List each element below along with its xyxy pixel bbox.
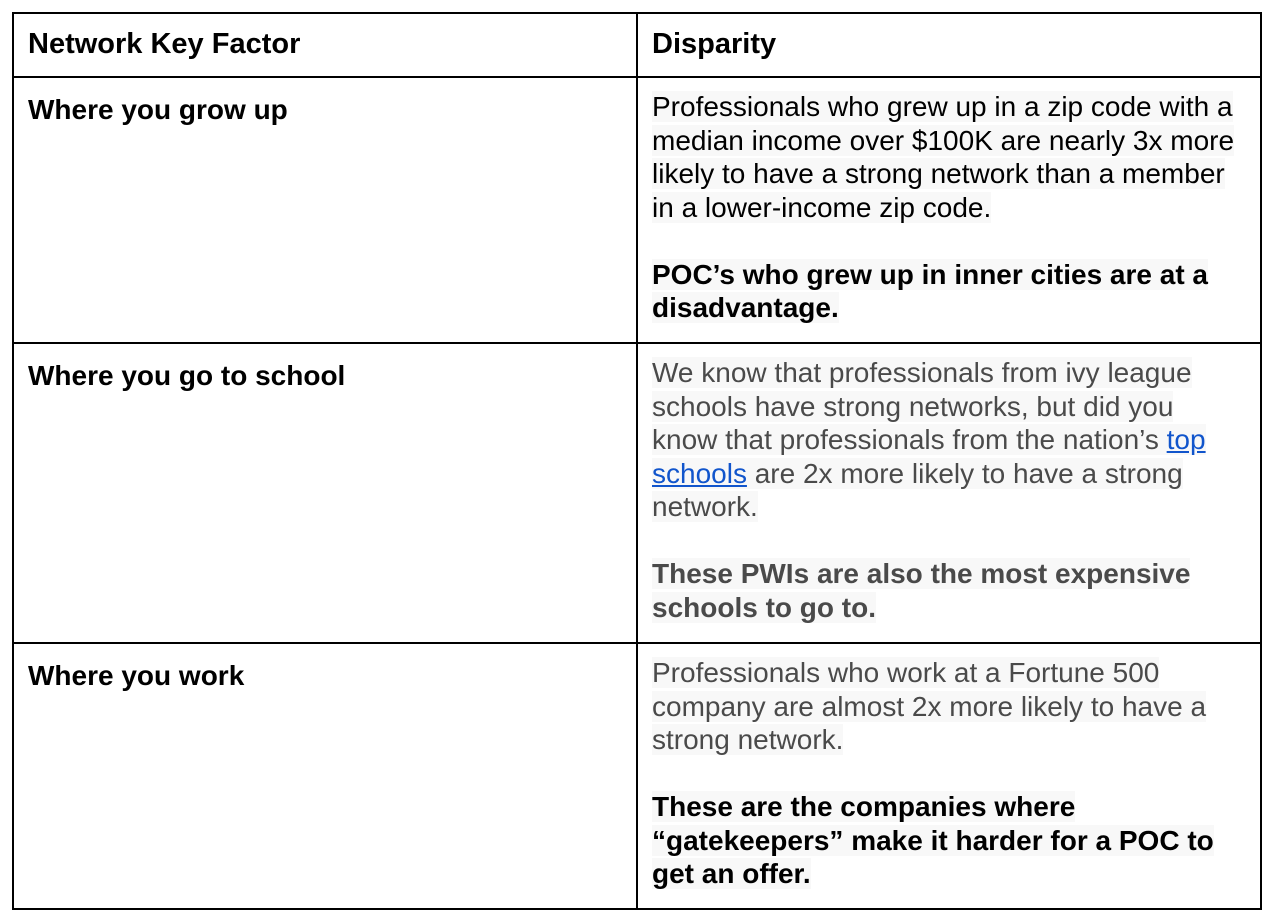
factor-cell: Where you grow up xyxy=(13,77,637,343)
network-disparity-table xyxy=(12,12,1262,910)
disparity-cell xyxy=(637,77,1261,343)
disparity-text xyxy=(652,357,1206,522)
disparity-emphasis: These are the companies where “gatekeepers” make it harder for a POC to get an offer. xyxy=(652,791,1214,889)
table-row xyxy=(13,643,1261,909)
header-network-key-factor: Network Key Factor xyxy=(13,13,637,77)
factor-cell: Where you work xyxy=(13,643,637,909)
disparity-text-after: are 2x more likely to have a strong network. xyxy=(652,457,1183,522)
disparity-emphasis: These PWIs are also the most expensive schools to go to. xyxy=(652,558,1191,623)
disparity-emphasis: POC’s who grew up in inner cities are at a disadvantage. xyxy=(652,258,1208,323)
disparity-text: Professionals who work at a Fortune 500 company are almost 2x more likely to have a strong network. xyxy=(652,657,1207,755)
header-disparity: Disparity xyxy=(637,13,1261,77)
disparity-text: Professionals who grew up in a zip code with a median income over $100K are nearly 3x more likely to have a strong network than a member in a lower-income zip code. xyxy=(652,91,1235,223)
table-header-row xyxy=(13,13,1261,77)
table-row xyxy=(13,77,1261,343)
disparity-text-before: We know that professionals from ivy league schools have strong networks, but did you know that professionals from the nation’s xyxy=(652,357,1192,455)
top-schools-link[interactable]: top schools xyxy=(652,424,1206,489)
disparity-cell xyxy=(637,343,1261,643)
disparity-cell xyxy=(637,643,1261,909)
table-row xyxy=(13,343,1261,643)
factor-cell: Where you go to school xyxy=(13,343,637,643)
